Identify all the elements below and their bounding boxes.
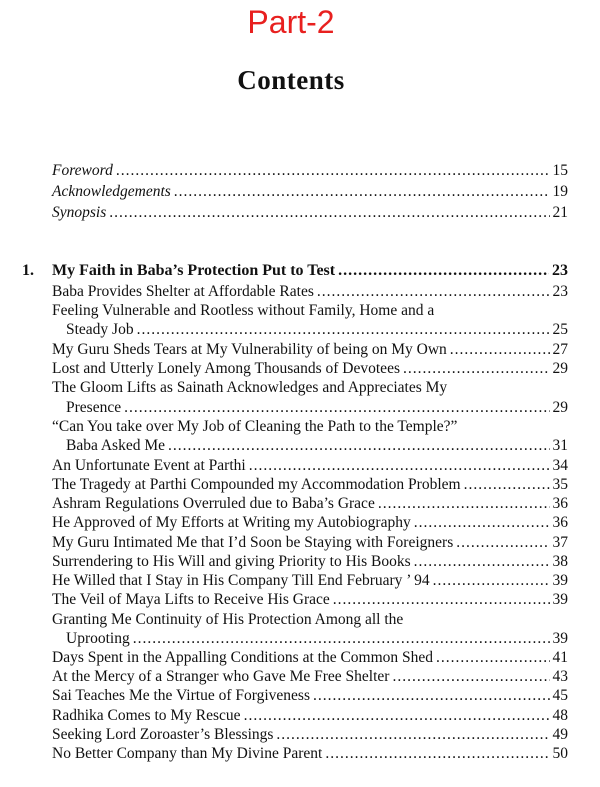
toc-entry[interactable] bbox=[66, 629, 568, 648]
toc-entry[interactable] bbox=[52, 340, 568, 359]
dot-leader bbox=[433, 571, 550, 590]
chapter-page: 23 bbox=[552, 262, 568, 279]
entry-page: 23 bbox=[552, 283, 568, 300]
entry-title: No Better Company than My Divine Parent bbox=[52, 745, 323, 762]
entry-page: 39 bbox=[552, 630, 568, 647]
toc-entry[interactable] bbox=[52, 282, 568, 301]
dot-leader bbox=[414, 513, 550, 532]
toc-entry[interactable] bbox=[52, 475, 568, 494]
entry-title-line1: “Can You take over My Job of Cleaning the Path to the Temple?” bbox=[52, 418, 458, 435]
entry-page: 21 bbox=[552, 204, 568, 221]
toc-entry[interactable] bbox=[52, 359, 568, 378]
entry-title: Seeking Lord Zoroaster’s Blessings bbox=[52, 726, 274, 743]
toc-entry[interactable] bbox=[66, 398, 568, 417]
entry-page: 36 bbox=[552, 514, 568, 531]
chapter-title: My Faith in Baba’s Protection Put to Test bbox=[52, 262, 336, 279]
entry-title: Uprooting bbox=[66, 630, 130, 647]
entry-page: 36 bbox=[552, 495, 568, 512]
entry-page: 29 bbox=[552, 360, 568, 377]
chapter-number: 1. bbox=[22, 262, 34, 279]
toc-entry[interactable] bbox=[52, 533, 568, 552]
entry-title: Acknowledgements bbox=[52, 183, 171, 200]
entry-page: 45 bbox=[552, 687, 568, 704]
toc-chapter-1[interactable] bbox=[52, 261, 568, 280]
entry-title: The Veil of Maya Lifts to Receive His Grace bbox=[52, 591, 330, 608]
dot-leader bbox=[378, 494, 550, 513]
entry-page: 37 bbox=[552, 534, 568, 551]
entry-title: Presence bbox=[66, 399, 122, 416]
entry-title: Days Spent in the Appalling Conditions at the Common Shed bbox=[52, 649, 434, 666]
entry-title: Radhika Comes to My Rescue bbox=[52, 707, 241, 724]
dot-leader bbox=[450, 340, 550, 359]
entry-title-line1: Feeling Vulnerable and Rootless without Family, Home and a bbox=[52, 302, 435, 319]
entry-title: Foreword bbox=[52, 162, 113, 179]
toc-entry[interactable] bbox=[52, 571, 568, 590]
dot-leader bbox=[249, 456, 550, 475]
toc-entry[interactable] bbox=[66, 320, 568, 339]
entry-page: 27 bbox=[552, 341, 568, 358]
dot-leader bbox=[317, 282, 550, 301]
entry-page: 25 bbox=[552, 321, 568, 338]
entry-title: Steady Job bbox=[66, 321, 134, 338]
toc-entry-synopsis[interactable] bbox=[52, 203, 568, 222]
page-title: Contents bbox=[237, 65, 345, 95]
entry-page: 49 bbox=[552, 726, 568, 743]
entry-page: 34 bbox=[552, 457, 568, 474]
toc-entry[interactable] bbox=[52, 552, 568, 571]
dot-leader bbox=[313, 686, 550, 705]
entry-page: 50 bbox=[552, 745, 568, 762]
toc-entry[interactable] bbox=[52, 494, 568, 513]
dot-leader bbox=[456, 533, 549, 552]
entry-page: 43 bbox=[552, 668, 568, 685]
entry-title: The Tragedy at Parthi Compounded my Accommodation Problem bbox=[52, 476, 461, 493]
entry-page: 29 bbox=[552, 399, 568, 416]
toc-entry[interactable] bbox=[52, 744, 568, 763]
toc-entry[interactable] bbox=[66, 436, 568, 455]
toc-entry-acknowledgements[interactable] bbox=[52, 182, 568, 201]
entry-page: 39 bbox=[552, 591, 568, 608]
dot-leader bbox=[338, 261, 549, 280]
entry-title-line1: Granting Me Continuity of His Protection Among all the bbox=[52, 611, 404, 628]
dot-leader bbox=[116, 161, 550, 180]
toc-entry[interactable] bbox=[52, 590, 568, 609]
entry-title: My Guru Sheds Tears at My Vulnerability of being on My Own bbox=[52, 341, 447, 358]
dot-leader bbox=[414, 552, 550, 571]
dot-leader bbox=[133, 629, 550, 648]
entry-title: An Unfortunate Event at Parthi bbox=[52, 457, 246, 474]
dot-leader bbox=[174, 182, 550, 201]
toc-entry[interactable] bbox=[52, 667, 568, 686]
dot-leader bbox=[244, 706, 550, 725]
dot-leader bbox=[109, 203, 549, 222]
entry-title: He Approved of My Efforts at Writing my Autobiography bbox=[52, 514, 411, 531]
entry-page: 39 bbox=[552, 572, 568, 589]
entry-title: Sai Teaches Me the Virtue of Forgiveness bbox=[52, 687, 310, 704]
dot-leader bbox=[325, 744, 549, 763]
entry-title: Baba Provides Shelter at Affordable Rates bbox=[52, 283, 314, 300]
entry-page: 19 bbox=[552, 183, 568, 200]
toc-entry[interactable] bbox=[52, 725, 568, 744]
toc-entry-foreword[interactable] bbox=[52, 161, 568, 180]
dot-leader bbox=[464, 475, 550, 494]
toc-entry[interactable] bbox=[52, 456, 568, 475]
entry-title: Synopsis bbox=[52, 204, 107, 221]
entry-page: 38 bbox=[552, 553, 568, 570]
entry-page: 41 bbox=[552, 649, 568, 666]
entry-page: 35 bbox=[552, 476, 568, 493]
dot-leader bbox=[436, 648, 549, 667]
dot-leader bbox=[392, 667, 549, 686]
part-label: Part-2 bbox=[247, 4, 335, 40]
toc-entry[interactable] bbox=[52, 686, 568, 705]
entry-title: My Guru Intimated Me that I’d Soon be Staying with Foreigners bbox=[52, 534, 454, 551]
dot-leader bbox=[137, 320, 550, 339]
dot-leader bbox=[168, 436, 549, 455]
entry-title: Lost and Utterly Lonely Among Thousands of Devotees bbox=[52, 360, 400, 377]
entry-title: Baba Asked Me bbox=[66, 437, 166, 454]
entry-title: At the Mercy of a Stranger who Gave Me Free Shelter bbox=[52, 668, 390, 685]
entry-page: 15 bbox=[552, 162, 568, 179]
dot-leader bbox=[333, 590, 550, 609]
entry-title: He Willed that I Stay in His Company Till End February ’ 94 bbox=[52, 572, 430, 589]
entry-title-line1: The Gloom Lifts as Sainath Acknowledges and Appreciates My bbox=[52, 379, 448, 396]
entry-page: 48 bbox=[552, 707, 568, 724]
toc-entry[interactable] bbox=[52, 706, 568, 725]
entry-title: Ashram Regulations Overruled due to Baba’s Grace bbox=[52, 495, 375, 512]
toc-entry[interactable] bbox=[52, 648, 568, 667]
toc-entry[interactable] bbox=[52, 513, 568, 532]
entry-page: 31 bbox=[552, 437, 568, 454]
dot-leader bbox=[124, 398, 549, 417]
dot-leader bbox=[403, 359, 550, 378]
dot-leader bbox=[276, 725, 549, 744]
entry-title: Surrendering to His Will and giving Priority to His Books bbox=[52, 553, 411, 570]
